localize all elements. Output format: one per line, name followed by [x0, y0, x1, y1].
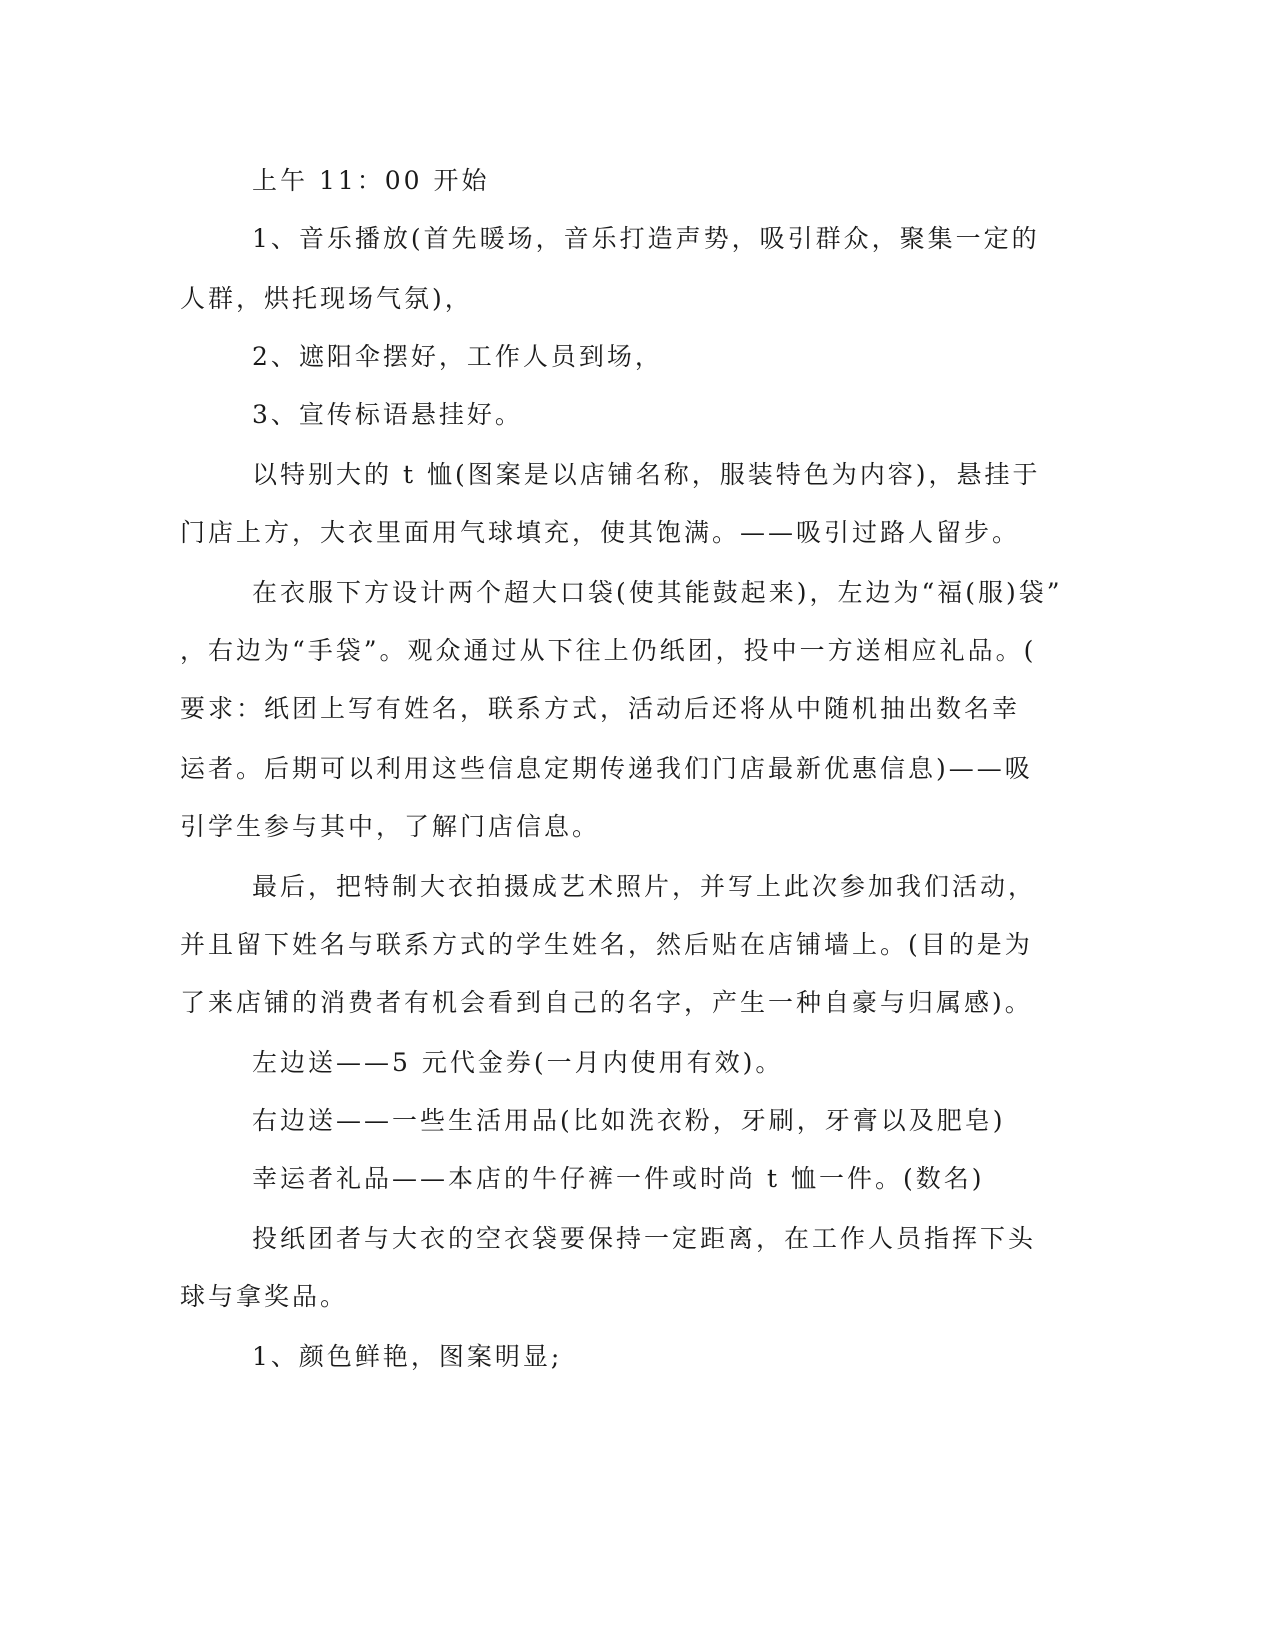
text-line: 引学生参与其中，了解门店信息。 — [180, 812, 601, 841]
text-line: 上午 11：00 开始 — [252, 166, 490, 195]
text-line: 并且留下姓名与联系方式的学生姓名，然后贴在店铺墙上。(目的是为 — [180, 930, 1033, 959]
text-line: 2、遮阳伞摆好，工作人员到场， — [252, 342, 663, 371]
text-line: 门店上方，大衣里面用气球填充，使其饱满。——吸引过路人留步。 — [180, 518, 1021, 547]
text-line: 左边送——5 元代金券(一月内使用有效)。 — [252, 1048, 784, 1077]
text-line: 要求：纸团上写有姓名，联系方式，活动后还将从中随机抽出数名幸 — [180, 694, 1021, 723]
text-line: 球与拿奖品。 — [180, 1282, 349, 1311]
text-line: 在衣服下方设计两个超大口袋(使其能鼓起来)，左边为“福(服)袋” — [252, 578, 1063, 607]
text-line: 幸运者礼品——本店的牛仔裤一件或时尚 t 恤一件。(数名) — [252, 1164, 985, 1193]
text-line: 了来店铺的消费者有机会看到自己的名字，产生一种自豪与归属感)。 — [180, 988, 1033, 1017]
text-line: 1、音乐播放(首先暖场，音乐打造声势，吸引群众，聚集一定的 — [252, 224, 1040, 253]
text-line: 3、宣传标语悬挂好。 — [252, 400, 523, 429]
text-line: 1、颜色鲜艳，图案明显; — [252, 1342, 563, 1371]
text-line: 运者。后期可以利用这些信息定期传递我们门店最新优惠信息)——吸 — [180, 754, 1033, 783]
text-line: 以特别大的 t 恤(图案是以店铺名称，服装特色为内容)，悬挂于 — [252, 460, 1041, 489]
text-line: 人群，烘托现场气氛)， — [180, 284, 473, 313]
text-line: ，右边为“手袋”。观众通过从下往上仍纸团，投中一方送相应礼品。( — [180, 636, 1037, 665]
text-line: 投纸团者与大衣的空衣袋要保持一定距离，在工作人员指挥下头 — [252, 1224, 1037, 1253]
text-line: 右边送——一些生活用品(比如洗衣粉，牙刷，牙膏以及肥皂) — [252, 1106, 1006, 1135]
text-line: 最后，把特制大衣拍摄成艺术照片，并写上此次参加我们活动， — [252, 872, 1037, 901]
